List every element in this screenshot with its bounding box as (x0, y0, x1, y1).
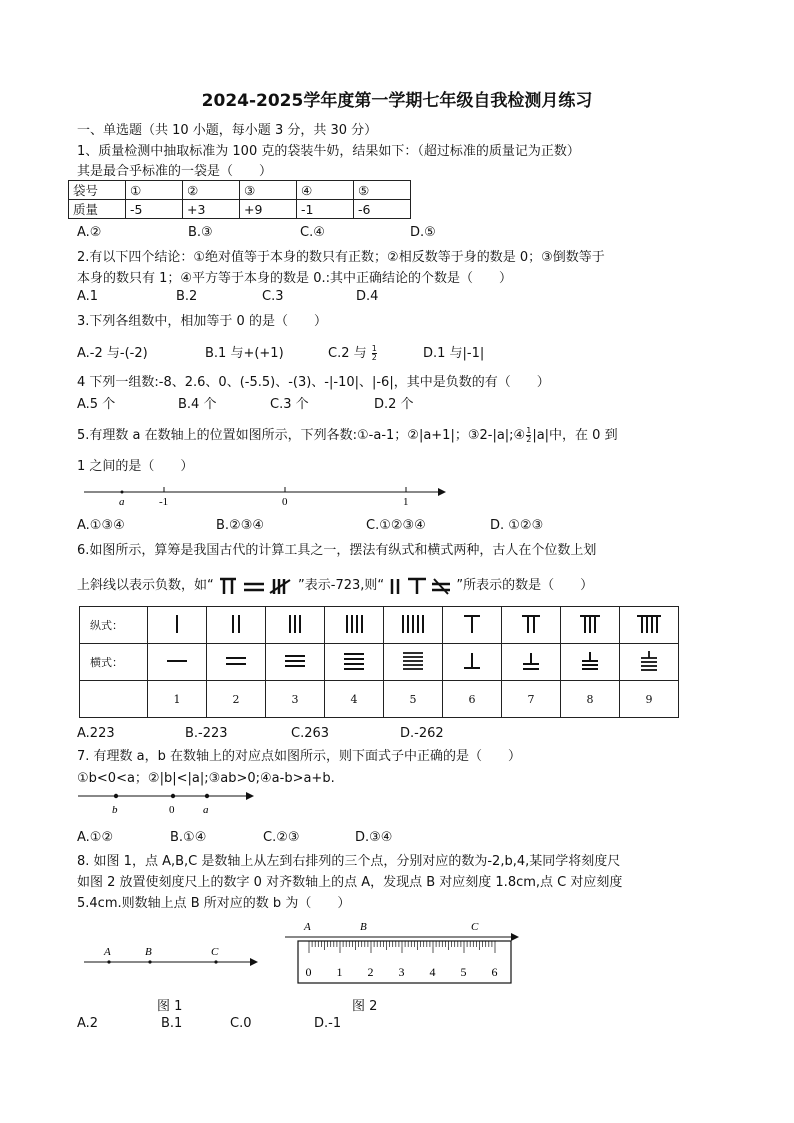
q8-option-b: B.1 (161, 1016, 183, 1031)
point-a (121, 491, 124, 494)
q1-option-c: C.④ (300, 225, 325, 240)
point-label-A: A (304, 921, 311, 933)
axis-label-a: a (203, 804, 209, 816)
axis-label-0: 0 (282, 496, 288, 508)
table-row (69, 200, 411, 219)
number-cell: 5 (384, 681, 443, 718)
axis-arrow (246, 792, 254, 800)
table-cell: ③ (240, 181, 297, 200)
q7-number-line (76, 787, 256, 819)
table-row (80, 681, 679, 718)
table-cell: +9 (240, 200, 297, 219)
table-cell: -1 (297, 200, 354, 219)
number-cell: 7 (502, 681, 561, 718)
rod-horizontal-6-icon (443, 644, 502, 681)
q4-option-b: B.4 个 (178, 397, 217, 412)
axis-label-a: a (119, 496, 125, 508)
q1-option-a: A.② (77, 225, 102, 240)
q7-option-a: A.①② (77, 830, 114, 845)
q8-line3: 5.4cm.则数轴上点 B 所对应的数 b 为（ ） (77, 896, 351, 911)
ruler-number: 5 (460, 965, 467, 979)
axis-label-1: 1 (403, 496, 409, 508)
number-cell: 4 (325, 681, 384, 718)
ruler-body (298, 941, 511, 983)
point-a (205, 794, 209, 798)
q1-option-d: D.⑤ (410, 225, 436, 240)
q3-line1: 3.下列各组数中，相加等于 0 的是（ ） (77, 314, 327, 329)
q5-line2: 1 之间的是（ ） (77, 459, 194, 474)
counting-rods-question-icon (388, 576, 452, 596)
q6-option-c: C.263 (291, 726, 330, 741)
rod-vertical-2-icon (207, 607, 266, 644)
axis-label-neg1: -1 (159, 496, 169, 508)
q4-line1: 4 下列一组数:-8、2.6、0、(-5.5)、-(3)、-|-10|、|-6|，其中是负数的有（ ） (77, 375, 550, 390)
point-label-C: C (211, 946, 219, 958)
table-cell: 袋号 (69, 181, 126, 200)
number-cell: 3 (266, 681, 325, 718)
point-label-B: B (360, 921, 367, 933)
q3-option-a: A.-2 与-(-2) (77, 346, 148, 361)
q7-line1: 7. 有理数 a，b 在数轴上的对应点如图所示，则下面式子中正确的是（ ） (77, 749, 522, 764)
q6-line2-tail: ”所表示的数是（ ） (456, 578, 594, 593)
point-label-C: C (471, 921, 479, 933)
rod-horizontal-7-icon (502, 644, 561, 681)
row-label-horizontal: 横式： (80, 644, 148, 681)
q3-option-c-text: C.2 与 (328, 346, 367, 361)
table-row (80, 644, 679, 681)
rod-vertical-1-icon (148, 607, 207, 644)
q7-option-d: D.③④ (355, 830, 393, 845)
rod-vertical-8-icon (561, 607, 620, 644)
table-cell: ⑤ (354, 181, 411, 200)
table-cell: 质量 (69, 200, 126, 219)
q5-line1-tail: |a|中，在 0 到 (532, 428, 618, 443)
q8-figure2-ruler (283, 918, 523, 990)
number-cell: 9 (620, 681, 679, 718)
axis-label-0: 0 (169, 804, 175, 816)
q3-option-b: B.1 与+(+1) (205, 346, 284, 361)
q2-line1: 2.有以下四个结论：①绝对值等于本身的数只有正数；②相反数等于身的数是 0；③倒数等于 (77, 250, 605, 265)
fraction-numerator: 1 (371, 344, 377, 353)
q8-figure2-caption: 图 2 (352, 999, 378, 1014)
table-cell: ② (183, 181, 240, 200)
table-cell (80, 681, 148, 718)
q6-line2 (77, 574, 593, 596)
counting-rod-table (79, 606, 679, 718)
rod-vertical-7-icon (502, 607, 561, 644)
number-cell: 8 (561, 681, 620, 718)
q6-option-d: D.-262 (400, 726, 444, 741)
ruler-number: 3 (398, 965, 405, 979)
point-label-B: B (145, 946, 152, 958)
q5-line1 (77, 424, 618, 444)
fraction-numerator: 1 (526, 426, 532, 435)
q4-option-d: D.2 个 (374, 397, 414, 412)
ruler-number: 0 (305, 965, 312, 979)
fraction (526, 427, 531, 444)
rod-horizontal-8-icon (561, 644, 620, 681)
q2-option-a: A.1 (77, 289, 99, 304)
q7-option-c: C.②③ (263, 830, 300, 845)
ruler-number: 1 (336, 965, 343, 979)
q5-option-b: B.②③④ (216, 518, 265, 533)
rod-vertical-5-icon (384, 607, 443, 644)
q7-line2: ①b<0<a；②|b|<|a|;③ab>0;④a-b>a+b. (77, 771, 335, 786)
q1-option-b: B.③ (188, 225, 213, 240)
section-heading: 一、单选题（共 10 小题，每小题 3 分，共 30 分） (77, 123, 378, 138)
q6-line1: 6.如图所示，算筹是我国古代的计算工具之一，摆法有纵式和横式两种，古人在个位数上划 (77, 543, 597, 558)
rod-vertical-3-icon (266, 607, 325, 644)
point-B (148, 960, 151, 963)
table-cell: +3 (183, 200, 240, 219)
number-cell: 1 (148, 681, 207, 718)
rod-horizontal-3-icon (266, 644, 325, 681)
table-row (69, 181, 411, 200)
q6-option-a: A.223 (77, 726, 115, 741)
q8-option-c: C.0 (230, 1016, 252, 1031)
q5-option-d: D. ①②③ (490, 518, 544, 533)
q2-option-c: C.3 (262, 289, 284, 304)
q8-option-a: A.2 (77, 1016, 99, 1031)
rod-vertical-6-icon (443, 607, 502, 644)
row-label-vertical: 纵式： (80, 607, 148, 644)
q8-option-d: D.-1 (314, 1016, 342, 1031)
ruler-number: 6 (491, 965, 498, 979)
fraction-denominator: 2 (371, 353, 377, 362)
q6-option-b: B.-223 (185, 726, 228, 741)
q8-line2: 如图 2 放置使刻度尺上的数字 0 对齐数轴上的点 A，发现点 B 对应刻度 1.8cm,点 C 对应刻度 (77, 875, 623, 890)
q5-option-a: A.①③④ (77, 518, 125, 533)
q1-line1: 1、质量检测中抽取标准为 100 克的袋装牛奶，结果如下：（超过标准的质量记为正数） (77, 144, 580, 159)
ruler-number: 2 (367, 965, 374, 979)
q3-option-d: D.1 与|-1| (423, 346, 485, 361)
rod-vertical-4-icon (325, 607, 384, 644)
rod-horizontal-9-icon (620, 644, 679, 681)
q2-option-d: D.4 (356, 289, 379, 304)
point-b (114, 794, 118, 798)
table-cell: -6 (354, 200, 411, 219)
point-A (107, 960, 110, 963)
q3-option-c (328, 342, 377, 362)
rod-horizontal-2-icon (207, 644, 266, 681)
table-row (80, 607, 679, 644)
ruler-number: 4 (429, 965, 436, 979)
q5-option-c: C.①②③④ (366, 518, 426, 533)
q5-number-line (80, 480, 450, 510)
q5-line1-text: 5.有理数 a 在数轴上的位置如图所示，下列各数:①-a-1；②|a+1|；③2-|a|;④ (77, 428, 526, 443)
axis-arrow (250, 958, 258, 966)
table-cell: -5 (126, 200, 183, 219)
q1-table (68, 180, 411, 219)
q2-option-b: B.2 (176, 289, 198, 304)
q6-line2-mid: ”表示-723,则“ (298, 578, 385, 593)
rod-horizontal-5-icon (384, 644, 443, 681)
fraction (372, 345, 377, 362)
rod-horizontal-1-icon (148, 644, 207, 681)
q8-line1: 8. 如图 1，点 A,B,C 是数轴上从左到右排列的三个点，分别对应的数为-2,b,4,某同学将刻度尺 (77, 854, 621, 869)
q4-option-c: C.3 个 (270, 397, 309, 412)
table-cell: ④ (297, 181, 354, 200)
counting-rods-neg723-icon (218, 576, 294, 596)
number-cell: 2 (207, 681, 266, 718)
axis-arrow (511, 933, 519, 941)
q1-line2: 其是最合乎标准的一袋是（ ） (77, 164, 273, 179)
q4-option-a: A.5 个 (77, 397, 116, 412)
point-label-A: A (104, 946, 111, 958)
q8-figure1-number-line (82, 940, 262, 970)
point-C (214, 960, 217, 963)
rod-horizontal-4-icon (325, 644, 384, 681)
point-0 (171, 794, 175, 798)
q2-line2: 本身的数只有 1；④平方等于本身的数是 0.:其中正确结论的个数是（ ） (77, 271, 512, 286)
q8-figure1-caption: 图 1 (157, 999, 183, 1014)
fraction-denominator: 2 (526, 435, 532, 444)
q7-option-b: B.①④ (170, 830, 207, 845)
number-cell: 6 (443, 681, 502, 718)
table-cell: ① (126, 181, 183, 200)
q6-line2-text: 上斜线以表示负数，如“ (77, 578, 214, 593)
rod-vertical-9-icon (620, 607, 679, 644)
page-title: 2024-2025学年度第一学期七年级自我检测月练习 (201, 91, 593, 111)
axis-arrow (438, 488, 446, 496)
axis-label-b: b (112, 804, 118, 816)
